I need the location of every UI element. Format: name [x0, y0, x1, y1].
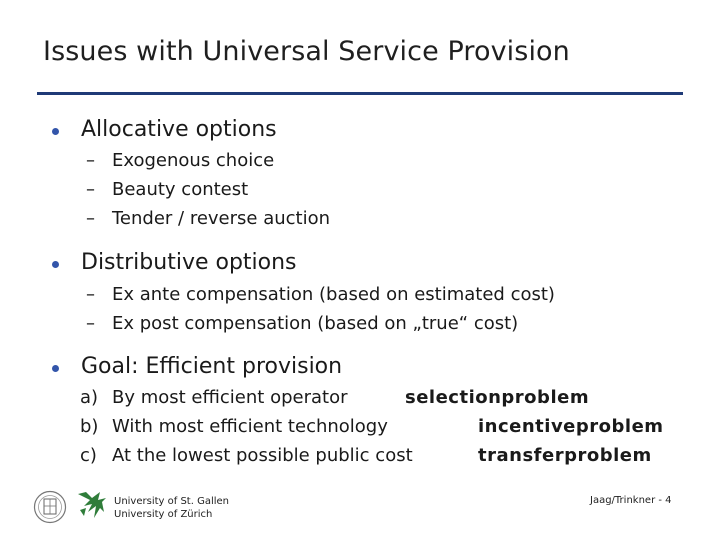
dash-icon: – [86, 284, 95, 305]
goal-keyword: transferproblem [478, 445, 652, 466]
sub-item: – Beauty contest [86, 179, 249, 200]
dash-icon: – [86, 179, 95, 200]
dash-icon: – [86, 208, 95, 229]
goal-keyword: selectionproblem [405, 387, 590, 408]
dash-icon: – [86, 150, 95, 171]
uzh-logo-icon [76, 490, 106, 526]
sub-item: – Tender / reverse auction [86, 208, 331, 229]
slide-title: Issues with Universal Service Provision [43, 36, 570, 67]
footer-page-info: Jaag/Trinkner - 4 [590, 495, 672, 506]
bullet-dot-icon [52, 128, 59, 135]
section-heading: Goal: Efficient provision [81, 354, 343, 379]
goal-item: b) With most efficient technology [80, 416, 388, 437]
section-heading: Distributive options [81, 250, 297, 275]
sub-item: – Exogenous choice [86, 150, 275, 171]
sub-item: – Ex ante compensation (based on estimated cost) [86, 284, 555, 305]
bullet-dot-icon [52, 261, 59, 268]
dash-icon: – [86, 313, 95, 334]
goal-item: a) By most efficient operator [80, 387, 348, 408]
section-heading: Allocative options [81, 117, 277, 142]
university-seal-icon [33, 490, 67, 528]
footer-universities: University of St. Gallen University of Zürich [114, 496, 229, 520]
goal-keyword: incentiveproblem [478, 416, 664, 437]
title-rule [37, 92, 683, 95]
bullet-dot-icon [52, 365, 59, 372]
goal-item: c) At the lowest possible public cost [80, 445, 413, 466]
sub-item: – Ex post compensation (based on „true“ cost) [86, 313, 519, 334]
